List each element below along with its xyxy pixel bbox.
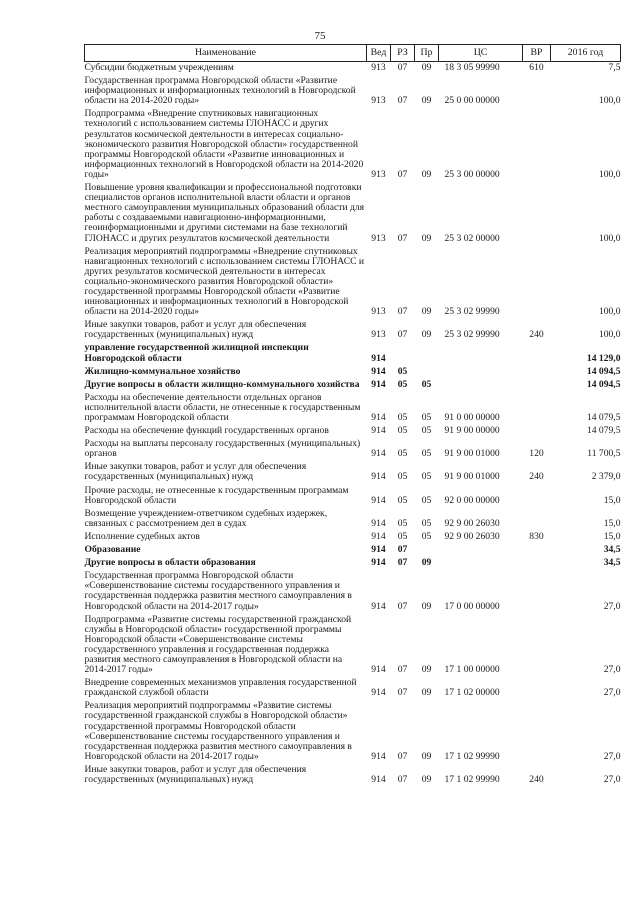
cell-rz: 05 [397, 378, 408, 390]
table-row [85, 438, 621, 461]
cell-rz: 07 [397, 62, 408, 73]
cell-vr: 120 [529, 448, 544, 460]
cell-pr: 05 [421, 471, 432, 483]
cell-amount: 11 700,5 [587, 448, 621, 460]
cell-cs: 91 9 00 01000 [444, 471, 500, 483]
cell-rz: 07 [397, 232, 408, 244]
table-row [85, 182, 621, 246]
cell-amount: 27,0 [603, 664, 621, 676]
budget-table [84, 44, 621, 787]
cell-ved: 913 [371, 95, 386, 107]
cell-vr [523, 614, 551, 678]
cell-name: Реализация мероприятий подпрограммы «Развитие системы государственной гражданской службы в Новгородской области» государственной программы Новгородской области «Совершенствование системы государственного управления и государственная поддержка развития местного самоуправления в Новгородской области на 2014-2017 годы» [84, 700, 352, 762]
cell-ved: 914 [371, 378, 386, 390]
table-row [85, 392, 621, 425]
column-header-ved: Вед [367, 45, 391, 62]
cell-pr: 05 [421, 412, 432, 423]
cell-amount: 100,0 [598, 95, 621, 107]
cell-pr: 05 [421, 448, 432, 460]
cell-ved: 914 [371, 494, 386, 506]
cell-name: Внедрение современных механизмов управления государственной гражданской службой области [84, 677, 357, 699]
cell-ved: 914 [371, 425, 386, 437]
cell-cs: 25 3 02 99990 [444, 329, 500, 341]
cell-vr [523, 379, 551, 392]
table-row [85, 246, 621, 320]
cell-name: Подпрограмма «Внедрение спутниковых навигационных технологий с использованием системы ГЛОНАСС и других результатов космической деятельности в интересах социально-экономического развития Новгородской области» государственной программы Новгородской области «Развитие инновационных и информационных технологий в Новгородской области на 2014-2020 годы» [84, 108, 364, 180]
cell-rz: 07 [397, 168, 408, 180]
cell-vr [523, 544, 551, 557]
cell-pr: 09 [421, 600, 432, 612]
cell-cs [439, 544, 523, 557]
cell-cs: 17 0 00 00000 [444, 600, 500, 612]
cell-ved: 914 [371, 544, 386, 556]
cell-amount: 100,0 [598, 232, 621, 244]
table-row [85, 677, 621, 700]
cell-amount: 15,0 [603, 517, 621, 529]
table-row [85, 342, 621, 365]
cell-vr: 240 [529, 471, 544, 483]
cell-amount: 27,0 [603, 750, 621, 762]
cell-amount: 15,0 [603, 530, 621, 542]
table-row [85, 108, 621, 182]
column-header-amount: 2016 год [551, 45, 621, 62]
cell-name: Подпрограмма «Развитие системы государственной гражданской службы в Новгородской области» государственной программы Новгородской области «Совершенствование системы государственного управления и государственная поддержка развития местного самоуправления в Новгородской области на 2014-2017 годы» [84, 613, 352, 676]
cell-ved: 913 [371, 232, 386, 244]
table-row [85, 531, 621, 544]
cell-amount: 14 094,5 [586, 378, 621, 390]
cell-vr [523, 557, 551, 570]
cell-ved: 913 [371, 62, 386, 73]
cell-name: Расходы на обеспечение функций государственных органов [84, 425, 329, 437]
cell-rz: 07 [397, 687, 408, 699]
cell-cs: 25 3 00 00000 [444, 168, 500, 180]
cell-name: Повышение уровня квалификации и профессиональной подготовки специалистов органов исполнительной власти области и органов местного самоуправления муниципальных образований области для работы с создаваемыми навигационно-информационными, геоинформационными и другими системами на базе технологий ГЛОНАСС и других результатов космической деятельности [84, 182, 365, 244]
table-row [85, 508, 621, 531]
cell-cs: 17 1 02 99990 [444, 750, 500, 762]
cell-vr [523, 508, 551, 531]
cell-cs [439, 557, 523, 570]
cell-name: Государственная программа Новгородской области «Совершенствование системы государственного управления и государственная поддержка развития местного самоуправления в Новгородской области на 2014-2017 годы» [84, 570, 352, 612]
cell-vr: 830 [529, 530, 544, 542]
cell-ved: 914 [371, 530, 386, 542]
cell-rz: 05 [397, 412, 408, 423]
cell-rz: 05 [397, 471, 408, 483]
cell-pr: 09 [421, 687, 432, 699]
page-number: 75 [314, 30, 326, 42]
cell-name: Субсидии бюджетным учреждениям [84, 62, 234, 73]
table-row [85, 62, 621, 76]
cell-amount: 14 094,5 [586, 365, 621, 377]
table-row [85, 544, 621, 557]
table-row [85, 700, 621, 764]
cell-pr: 09 [421, 306, 432, 318]
cell-cs: 17 1 02 00000 [444, 687, 500, 699]
cell-amount: 14 079,5 [586, 412, 621, 423]
cell-rz: 05 [397, 517, 408, 529]
cell-pr: 09 [421, 750, 432, 762]
cell-ved: 913 [371, 329, 386, 341]
table-row [85, 764, 621, 787]
cell-vr [523, 246, 551, 320]
cell-ved: 914 [371, 774, 386, 785]
cell-ved: 914 [371, 365, 386, 377]
cell-pr: 09 [421, 774, 432, 785]
cell-name: управление государственной жилищной инспекции Новгородской области [84, 342, 309, 364]
cell-name: Расходы на обеспечение деятельности отдельных органов исполнительной власти области, не отнесенные к государственным программам Новгородской области [84, 391, 361, 423]
cell-amount: 14 079,5 [586, 425, 621, 437]
cell-rz: 07 [397, 95, 408, 107]
cell-name: Жилищно-коммунальное хозяйство [84, 365, 241, 377]
cell-pr: 05 [421, 494, 432, 506]
cell-cs: 92 0 00 00000 [444, 494, 500, 506]
cell-ved: 914 [371, 412, 386, 423]
cell-vr [523, 108, 551, 182]
cell-vr: 610 [529, 62, 544, 73]
cell-rz: 07 [397, 544, 408, 556]
cell-cs: 91 9 00 00000 [444, 425, 500, 437]
table-row [85, 461, 621, 484]
table-header-row [85, 45, 621, 62]
table-row [85, 485, 621, 508]
cell-name: Государственная программа Новгородской области «Развитие информационных и информационных технологий в Новгородской области на 2014-2020 годы» [84, 75, 356, 107]
cell-vr [523, 425, 551, 438]
cell-cs: 25 3 02 99990 [444, 306, 500, 318]
table-row [85, 319, 621, 342]
cell-ved: 913 [371, 306, 386, 318]
column-header-rz: РЗ [391, 45, 415, 62]
cell-vr [523, 700, 551, 764]
cell-ved: 913 [371, 168, 386, 180]
cell-name: Другие вопросы в области образования [84, 557, 256, 569]
cell-ved: 914 [371, 664, 386, 676]
cell-ved: 914 [371, 557, 386, 569]
column-header-vr: ВР [523, 45, 551, 62]
cell-amount: 100,0 [598, 329, 621, 341]
cell-rz: 07 [397, 664, 408, 676]
cell-amount: 27,0 [603, 600, 621, 612]
cell-amount: 27,0 [603, 687, 621, 699]
cell-pr: 09 [421, 557, 432, 569]
cell-pr [415, 544, 439, 557]
cell-pr [415, 366, 439, 379]
cell-cs: 25 0 00 00000 [444, 95, 500, 107]
cell-amount: 7,5 [608, 62, 621, 73]
cell-rz [391, 342, 415, 365]
cell-ved: 914 [371, 750, 386, 762]
column-header-cs: ЦС [439, 45, 523, 62]
cell-cs [439, 379, 523, 392]
cell-rz: 07 [397, 600, 408, 612]
cell-amount: 34,5 [603, 557, 621, 569]
cell-rz: 05 [397, 530, 408, 542]
cell-name: Другие вопросы в области жилищно-коммунального хозяйства [84, 378, 360, 390]
cell-pr: 09 [421, 168, 432, 180]
cell-amount: 14 129,0 [586, 352, 621, 364]
cell-vr: 240 [529, 329, 544, 341]
cell-pr: 05 [421, 517, 432, 529]
cell-rz: 07 [397, 329, 408, 341]
cell-rz: 05 [397, 494, 408, 506]
cell-name: Прочие расходы, не отнесенные к государственным программам Новгородской области [84, 484, 349, 506]
cell-vr [523, 342, 551, 365]
cell-name: Исполнение судебных актов [84, 530, 200, 542]
cell-vr [523, 570, 551, 613]
cell-vr: 240 [529, 774, 544, 785]
cell-amount: 34,5 [603, 544, 621, 556]
cell-name: Иные закупки товаров, работ и услуг для обеспечения государственных (муниципальных) нужд [84, 461, 307, 483]
cell-rz: 05 [397, 365, 408, 377]
table-row [85, 379, 621, 392]
cell-cs: 92 9 00 26030 [444, 530, 500, 542]
cell-rz: 07 [397, 750, 408, 762]
cell-amount: 100,0 [598, 168, 621, 180]
cell-cs: 91 0 00 00000 [444, 412, 500, 423]
cell-cs: 18 3 05 99990 [444, 62, 500, 73]
cell-cs: 25 3 02 00000 [444, 232, 500, 244]
cell-name: Образование [84, 544, 141, 556]
cell-pr: 09 [421, 329, 432, 341]
cell-amount: 27,0 [603, 774, 621, 785]
cell-ved: 914 [371, 471, 386, 483]
cell-pr: 09 [421, 232, 432, 244]
cell-vr [523, 75, 551, 108]
cell-amount: 15,0 [603, 494, 621, 506]
cell-cs [439, 342, 523, 365]
cell-rz: 05 [397, 425, 408, 437]
cell-pr: 05 [421, 425, 432, 437]
cell-name: Иные закупки товаров, работ и услуг для обеспечения государственных (муниципальных) нужд [84, 319, 307, 341]
cell-cs: 91 9 00 01000 [444, 448, 500, 460]
column-header-name: Наименование [85, 45, 367, 62]
cell-ved: 914 [371, 517, 386, 529]
cell-cs: 17 1 00 00000 [444, 664, 500, 676]
cell-name: Иные закупки товаров, работ и услуг для обеспечения государственных (муниципальных) нужд [84, 763, 307, 785]
cell-vr [523, 392, 551, 425]
cell-pr: 09 [421, 95, 432, 107]
cell-pr [415, 342, 439, 365]
cell-pr: 05 [421, 530, 432, 542]
cell-pr: 09 [421, 664, 432, 676]
cell-ved: 914 [371, 600, 386, 612]
cell-name: Реализация мероприятий подпрограммы «Внедрение спутниковых навигационных технологий с использованием системы ГЛОНАСС и других результатов космической деятельности в интересах социально-экономического развития Новгородской области» государственной программы Новгородской области «Развитие инновационных и информационных технологий в Новгородской области на 2014-2020 годы» [84, 245, 365, 318]
cell-rz: 07 [397, 774, 408, 785]
cell-rz: 07 [397, 557, 408, 569]
cell-rz: 05 [397, 448, 408, 460]
cell-ved: 914 [371, 448, 386, 460]
column-header-pr: Пр [415, 45, 439, 62]
cell-vr [523, 366, 551, 379]
cell-amount: 100,0 [598, 306, 621, 318]
table-row [85, 366, 621, 379]
cell-pr: 09 [421, 62, 432, 73]
cell-vr [523, 485, 551, 508]
table-row [85, 557, 621, 570]
cell-ved: 914 [371, 687, 386, 699]
table-row [85, 570, 621, 613]
cell-amount: 2 379,0 [591, 471, 621, 483]
table-row [85, 75, 621, 108]
cell-ved: 914 [371, 352, 386, 364]
table-row [85, 614, 621, 678]
table-body [85, 62, 621, 788]
cell-rz: 07 [397, 306, 408, 318]
cell-cs: 92 9 00 26030 [444, 517, 500, 529]
cell-pr: 05 [421, 378, 432, 390]
table-row [85, 425, 621, 438]
cell-name: Возмещение учреждением-ответчиком судебных издержек, связанных с рассмотрением дел в судах [84, 507, 328, 529]
cell-cs: 17 1 02 99990 [444, 774, 500, 785]
cell-name: Расходы на выплаты персоналу государственных (муниципальных) органов [84, 438, 361, 460]
cell-cs [439, 366, 523, 379]
cell-vr [523, 677, 551, 700]
cell-vr [523, 182, 551, 246]
